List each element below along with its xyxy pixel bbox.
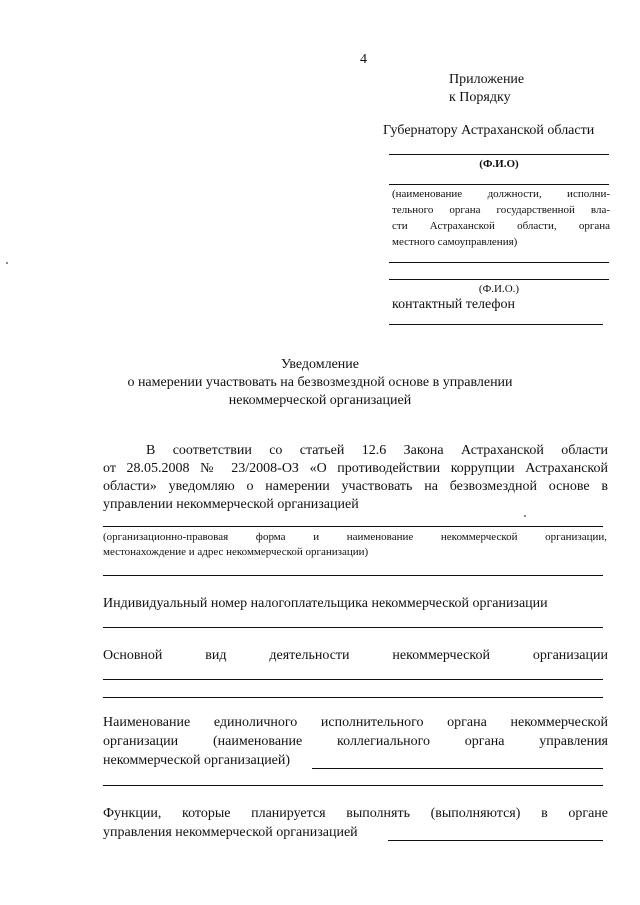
heading-title: Уведомление <box>280 357 359 372</box>
functions-line-1: Функции, которые планируется выполнять (выполняются) в органе <box>103 806 608 821</box>
fio-line <box>389 154 609 155</box>
position-hint-line-2: тельного органа государственной вла- <box>392 204 610 216</box>
heading-line-2: о намерении участвовать на безвозмездной основе в управлении <box>127 375 513 390</box>
org-line-2 <box>103 575 603 576</box>
activity-label: Основной вид деятельности некоммерческой организации <box>103 648 608 663</box>
exec-body-line-3: некоммерческой организацией) <box>103 753 291 768</box>
position-line <box>389 184 609 185</box>
paragraph-line-3: области» уведомляю о намерении участвовать на безвозмездной основе в <box>103 479 608 494</box>
scan-speck <box>6 262 8 264</box>
exec-body-line-2: организации (наименование коллегиального органа управления <box>103 734 608 749</box>
org-hint-line-1: (организационно-правовая форма и наименование некоммерческой организации, <box>103 531 607 543</box>
exec-body-line <box>312 768 603 769</box>
paragraph-line-2: от 28.05.2008 № 23/2008-ОЗ «О противодействии коррупции Астраханской <box>103 461 608 476</box>
position-hint-line-1: (наименование должности, исполни- <box>392 188 610 200</box>
exec-body-line-1: Наименование единоличного исполнительного органа некоммерческой <box>103 715 608 730</box>
fio-hint: (Ф.И.О) <box>479 158 519 170</box>
page-number: 4 <box>360 52 367 67</box>
activity-line-1 <box>103 679 603 680</box>
scan-speck <box>524 515 526 517</box>
fio-hint-2: (Ф.И.О.) <box>478 283 520 295</box>
org-hint-line-2: местонахождение и адрес некоммерческой организации) <box>103 546 369 558</box>
phone-line <box>389 324 603 325</box>
blank-line <box>389 262 609 263</box>
position-hint-line-3: сти Астраханской области, органа <box>392 220 610 232</box>
heading-line-3: некоммерческой организацией <box>228 393 412 408</box>
position-hint-line-4: местного самоуправления) <box>392 236 518 248</box>
appendix-line-1: Приложение <box>449 72 525 87</box>
paragraph-line-4: управлении некоммерческой организацией <box>103 497 359 512</box>
org-line <box>103 526 603 527</box>
appendix-line-2: к Порядку <box>449 90 511 105</box>
functions-line-2: управления некоммерческой организацией <box>103 825 358 840</box>
functions-line <box>388 840 603 841</box>
exec-body-line-extra <box>103 785 603 786</box>
fio-line-2 <box>389 279 609 280</box>
phone-label: контактный телефон <box>392 297 515 312</box>
activity-line-2 <box>103 697 603 698</box>
paragraph-line-1: В соответствии со статьей 12.6 Закона Астраханской области <box>146 443 608 458</box>
inn-line <box>103 627 603 628</box>
inn-label: Индивидуальный номер налогоплательщика некоммерческой организации <box>103 596 548 611</box>
addressee-governor: Губернатору Астраханской области <box>383 123 595 138</box>
